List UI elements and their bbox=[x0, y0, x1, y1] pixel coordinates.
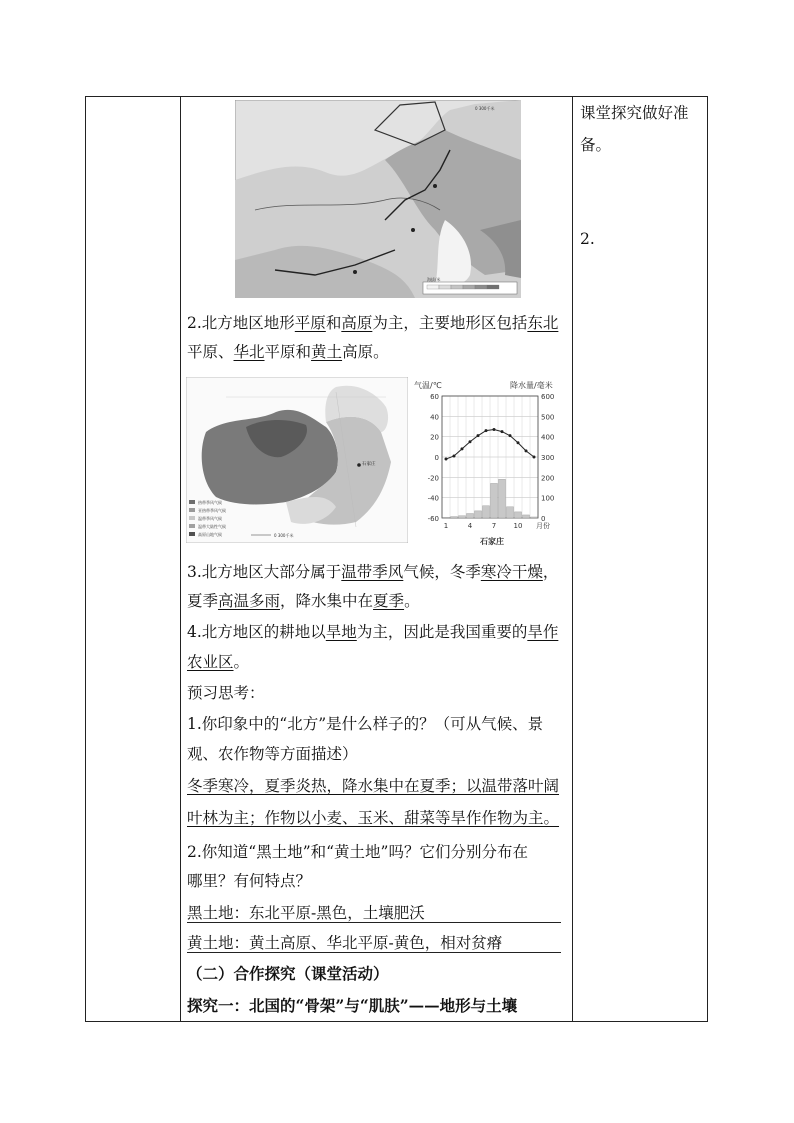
chart-precip-bar bbox=[491, 483, 498, 518]
legend-item-subtropical: 亚热带季风气候 bbox=[198, 508, 226, 513]
answer1-line1: 冬季寒冷，夏季炎热，降水集中在夏季；以温带落叶阔 bbox=[187, 777, 560, 795]
chart-temperature-point bbox=[501, 430, 504, 433]
map2-scale: 0 300千米 bbox=[274, 533, 294, 538]
chart-left-tick-label: -20 bbox=[427, 474, 439, 483]
chart-right-tick-label: 500 bbox=[541, 413, 555, 422]
right-note-line2: 备。 bbox=[580, 136, 612, 154]
legend-item-highland: 高原山地气候 bbox=[198, 532, 222, 537]
content-p2-line2: 平原、华北平原和黄土高原。 bbox=[187, 343, 389, 361]
answer2-line2: 黄土地：黄土高原、华北平原-黄色，相对贫瘠 bbox=[187, 934, 503, 952]
answer2-line1: 黑土地：东北平原-黑色，土壤肥沃 bbox=[187, 904, 425, 922]
chart-right-tick-label: 600 bbox=[541, 393, 555, 401]
question2-line2: 哪里？有何特点？ bbox=[187, 872, 312, 890]
question1-line2: 观、农作物等方面描述） bbox=[187, 745, 358, 763]
chart-precip-bar bbox=[451, 517, 458, 518]
chart-temperature-point bbox=[453, 454, 456, 457]
chart-right-tick-label: 300 bbox=[541, 454, 555, 462]
chart-temperature-point bbox=[477, 434, 480, 437]
climate-chart bbox=[412, 378, 574, 546]
chart-precip-bar bbox=[443, 517, 450, 518]
chart-right-axis-title: 降水量/毫米 bbox=[510, 381, 553, 390]
legend-item-tropical: 热带季风气候 bbox=[198, 500, 222, 505]
right-note-line3: 2. bbox=[580, 230, 595, 248]
column-divider-right bbox=[572, 97, 573, 1021]
chart-precip-bar bbox=[507, 507, 514, 518]
answer2-line1-underline bbox=[187, 922, 561, 923]
chart-temperature-point bbox=[469, 440, 472, 443]
chart-left-tick-label: -40 bbox=[427, 494, 439, 503]
chart-temperature-point bbox=[461, 447, 464, 450]
chart-x-tick-label: 1 bbox=[443, 522, 449, 530]
map2-city-label: 石家庄 bbox=[362, 462, 376, 467]
content-p3-line1: 3.北方地区大部分属于温带季风气候，冬季寒冷干燥， bbox=[187, 563, 559, 581]
right-note-line1: 课堂探究做好准 bbox=[580, 104, 689, 122]
question1-line1: 1.你印象中的“北方”是什么样子的？（可从气候、景 bbox=[187, 715, 544, 733]
chart-precip-bar bbox=[499, 479, 506, 518]
chart-temperature-point bbox=[533, 456, 536, 459]
chart-left-axis-title: 气温/℃ bbox=[414, 381, 442, 390]
content-p3-line2: 夏季高温多雨，降水集中在夏季。 bbox=[187, 592, 420, 610]
chart-left-tick-label: -60 bbox=[427, 515, 439, 523]
chart-left-tick-label: 20 bbox=[430, 433, 439, 442]
content-p4-line1: 4.北方地区的耕地以旱地为主，因此是我国重要的旱作 bbox=[187, 623, 559, 641]
explore-title: 探究一：北国的“骨架”与“肌肤”——地形与土壤 bbox=[187, 996, 518, 1015]
chart-x-tick-label: 10 bbox=[513, 522, 523, 530]
chart-temperature-point bbox=[493, 428, 496, 431]
chart-precip-bar bbox=[475, 511, 482, 518]
chart-x-tick-label: 4 bbox=[467, 522, 473, 530]
chart-x-tick-label: 7 bbox=[491, 522, 497, 530]
climate-type-map bbox=[186, 377, 408, 543]
chart-temperature-point bbox=[517, 441, 520, 444]
section-title: （二）合作探究（课堂活动） bbox=[187, 964, 389, 983]
chart-precip-bar bbox=[483, 506, 490, 518]
chart-temperature-point bbox=[525, 449, 528, 452]
chart-month-label: 月份 bbox=[536, 522, 550, 530]
chart-precip-bar bbox=[515, 512, 522, 518]
chart-right-tick-label: 100 bbox=[541, 494, 555, 503]
question2-line1: 2.你知道“黑土地”和“黄土地”吗？它们分别分布在 bbox=[187, 843, 528, 861]
chart-temperature-point bbox=[445, 458, 448, 461]
chart-right-tick-label: 0 bbox=[541, 515, 546, 523]
chart-right-tick-label: 400 bbox=[541, 433, 555, 442]
map1-legend-title: 海拔/米 bbox=[427, 277, 441, 282]
legend-item-temperate-continental: 温带大陆性气候 bbox=[198, 524, 226, 529]
content-p2-line1: 2.北方地区地形平原和高原为主，主要地形区包括东北 bbox=[187, 314, 559, 332]
legend-item-temperate-monsoon: 温带季风气候 bbox=[198, 516, 222, 521]
preview-title: 预习思考： bbox=[187, 684, 265, 702]
chart-temperature-point bbox=[509, 434, 512, 437]
chart-location-label: 石家庄 bbox=[480, 537, 504, 546]
column-divider-left bbox=[180, 97, 181, 1021]
map1-scale: 0 300千米 bbox=[475, 106, 495, 111]
chart-right-tick-label: 200 bbox=[541, 474, 555, 483]
chart-precip-bar bbox=[467, 514, 474, 518]
chart-left-tick-label: 60 bbox=[430, 393, 439, 401]
chart-left-tick-label: 40 bbox=[430, 413, 439, 422]
chart-precip-bar bbox=[459, 516, 466, 518]
content-p4-line2: 农业区。 bbox=[187, 653, 250, 671]
chart-precip-bar bbox=[531, 517, 538, 518]
answer1-line2: 叶林为主；作物以小麦、玉米、甜菜等旱作作物为主。 bbox=[187, 809, 560, 827]
chart-precip-bar bbox=[523, 515, 530, 518]
answer2-line2-underline bbox=[187, 952, 561, 953]
chart-left-tick-label: 0 bbox=[434, 454, 439, 462]
chart-temperature-point bbox=[485, 429, 488, 432]
north-terrain-map bbox=[235, 100, 521, 298]
